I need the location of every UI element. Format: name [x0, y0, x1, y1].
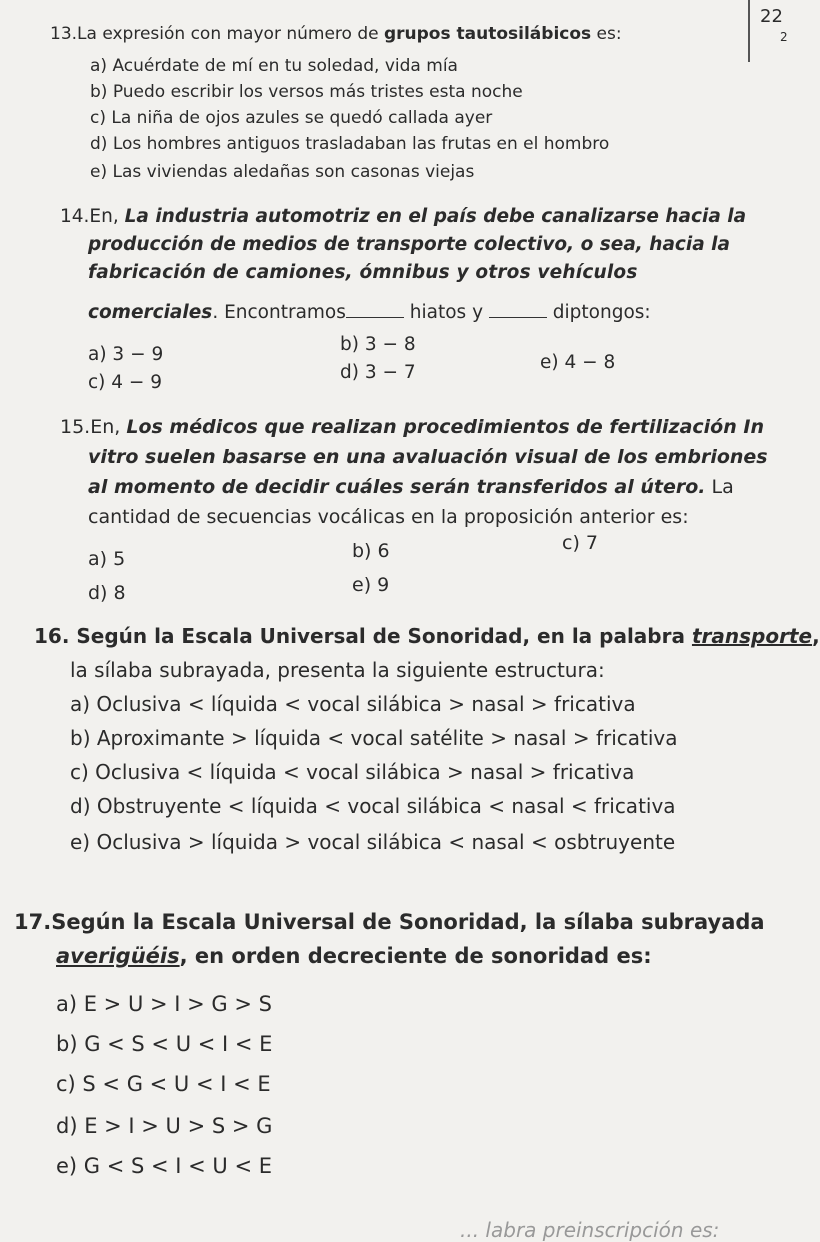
q16-option-a: a) Oclusiva < líquida < vocal silábica > nasal > fricativa	[70, 692, 636, 716]
q14-stem-line-3: fabricación de camiones, ómnibus y otros vehículos	[88, 262, 638, 283]
q14-option-b: b) 3 − 8	[340, 334, 416, 355]
q16-stem-line-2: la sílaba subrayada, presenta la siguiente estructura:	[70, 658, 605, 682]
q13-option-d: d) Los hombres antiguos trasladaban las frutas en el hombro	[90, 134, 610, 154]
q14-option-d: d) 3 − 7	[340, 362, 416, 383]
q15-stem-line-3: al momento de decidir cuáles serán transferidos al útero. La	[88, 476, 734, 498]
q15-stem-line-1: 15.En, Los médicos que realizan procedimientos de fertilización In	[60, 416, 764, 438]
q16-option-e: e) Oclusiva > líquida > vocal silábica < nasal < osbtruyente	[70, 830, 676, 854]
q14-option-e: e) 4 − 8	[540, 352, 616, 373]
q17-option-e: e) G < S < I < U < E	[56, 1154, 273, 1178]
q15-stem-line-2: vitro suelen basarse en una avaluación visual de los embriones	[88, 446, 768, 468]
q13-option-c: c) La niña de ojos azules se quedó callada ayer	[90, 108, 493, 128]
q15-option-c: c) 7	[562, 532, 598, 554]
margin-glyph: 2	[780, 30, 788, 44]
q15-option-d: d) 8	[88, 582, 126, 604]
q17-option-d: d) E > I > U > S > G	[56, 1114, 273, 1138]
q13-option-e: e) Las viviendas aledañas son casonas viejas	[90, 162, 475, 182]
q13-option-a: a) Acuérdate de mí en tu soledad, vida mía	[90, 56, 458, 76]
q13-option-b: b) Puedo escribir los versos más tristes esta noche	[90, 82, 523, 102]
q14-stem-line-1: 14.En, La industria automotriz en el país debe canalizarse hacia la	[60, 206, 747, 227]
q15-option-e: e) 9	[352, 574, 390, 596]
q17-option-a: a) E > U > I > G > S	[56, 992, 272, 1016]
q16-stem-line-1: 16. Según la Escala Universal de Sonoridad, en la palabra transporte,	[34, 624, 820, 648]
q17-option-b: b) G < S < U < I < E	[56, 1032, 273, 1056]
q16-option-d: d) Obstruyente < líquida < vocal silábica < nasal < fricativa	[70, 794, 676, 818]
q14-stem-line-4: comerciales. Encontramos hiatos y diptongos:	[88, 302, 651, 323]
q17-stem-line-2: averigüéis, en orden decreciente de sonoridad es:	[56, 944, 652, 968]
q15-option-b: b) 6	[352, 540, 390, 562]
margin-rule	[748, 0, 750, 62]
q16-option-b: b) Aproximante > líquida < vocal satélite > nasal > fricativa	[70, 726, 678, 750]
q17-stem-line-1: 17.Según la Escala Universal de Sonoridad, la sílaba subrayada	[14, 910, 765, 934]
q16-option-c: c) Oclusiva < líquida < vocal silábica > nasal > fricativa	[70, 760, 635, 784]
q14-option-c: c) 4 − 9	[88, 372, 163, 393]
q15-stem-line-4: cantidad de secuencias vocálicas en la proposición anterior es:	[88, 506, 689, 528]
cut-off-footer-text: ... labra preinscripción es:	[460, 1218, 720, 1242]
q14-option-a: a) 3 − 9	[88, 344, 164, 365]
q17-option-c: c) S < G < U < I < E	[56, 1072, 271, 1096]
page-number: 22	[760, 6, 783, 27]
q13-stem: 13.La expresión con mayor número de grupos tautosilábicos es:	[50, 24, 622, 44]
q14-stem-line-2: producción de medios de transporte colectivo, o sea, hacia la	[88, 234, 730, 255]
q15-option-a: a) 5	[88, 548, 126, 570]
